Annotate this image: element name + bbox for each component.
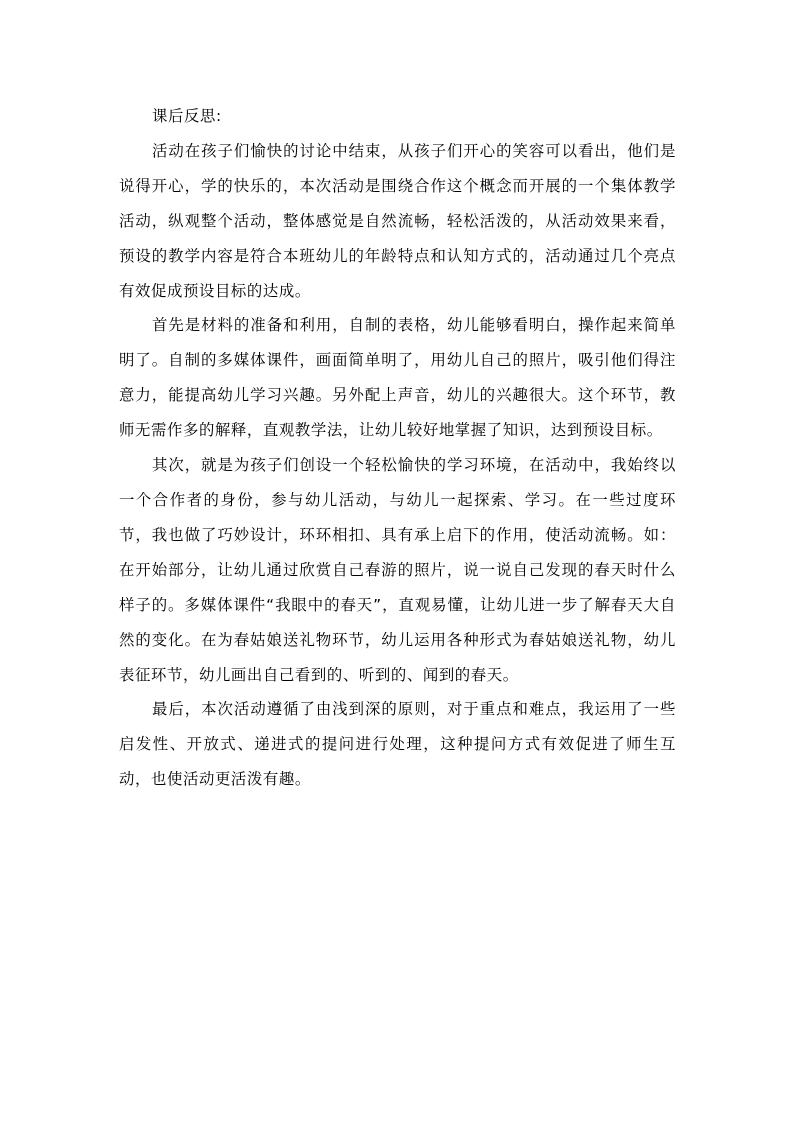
paragraph-3: 其次，就是为孩子们创设一个轻松愉快的学习环境，在活动中，我始终以一个合作者的身份，参与幼儿活动，与幼儿一起探索、学习。在一些过度环节，我也做了巧妙设计，环环相扣、具有承上启下的作用，使活动流畅。如：在开始部分，让幼儿通过欣赏自己春游的照片，说一说自己发现的春天时什么样子的。多媒体课件“我眼中的春天”，直观易懂，让幼儿进一步了解春天大自然的变化。在为春姑娘送礼物环节，幼儿运用各种形式为春姑娘送礼物，幼儿表征环节，幼儿画出自己看到的、听到的、闻到的春天。 bbox=[119, 456, 676, 684]
section-heading: 课后反思: bbox=[152, 107, 222, 125]
paragraph-1: 活动在孩子们愉快的讨论中结束，从孩子们开心的笑容可以看出，他们是说得开心，学的快乐的，本次活动是围绕合作这个概念而开展的一个集体教学活动，纵观整个活动，整体感觉是自然流畅，轻松活泼的，从活动效果来看，预设的教学内容是符合本班幼儿的年龄特点和认知方式的，活动通过几个亮点有效促成预设目标的达成。 bbox=[119, 141, 676, 300]
paragraph-4: 最后，本次活动遵循了由浅到深的原则，对于重点和难点，我运用了一些启发性、开放式、递进式的提问进行处理，这种提问方式有效促进了师生互动，也使活动更活泼有趣。 bbox=[119, 700, 676, 789]
document-body bbox=[119, 99, 676, 797]
paragraph-2: 首先是材料的准备和利用，自制的表格，幼儿能够看明白，操作起来简单明了。自制的多媒体课件，画面简单明了，用幼儿自己的照片，吸引他们得注意力，能提高幼儿学习兴趣。另外配上声音，幼儿的兴趣很大。这个环节，教师无需作多的解释，直观教学法，让幼儿较好地掌握了知识，达到预设目标。 bbox=[119, 316, 676, 440]
